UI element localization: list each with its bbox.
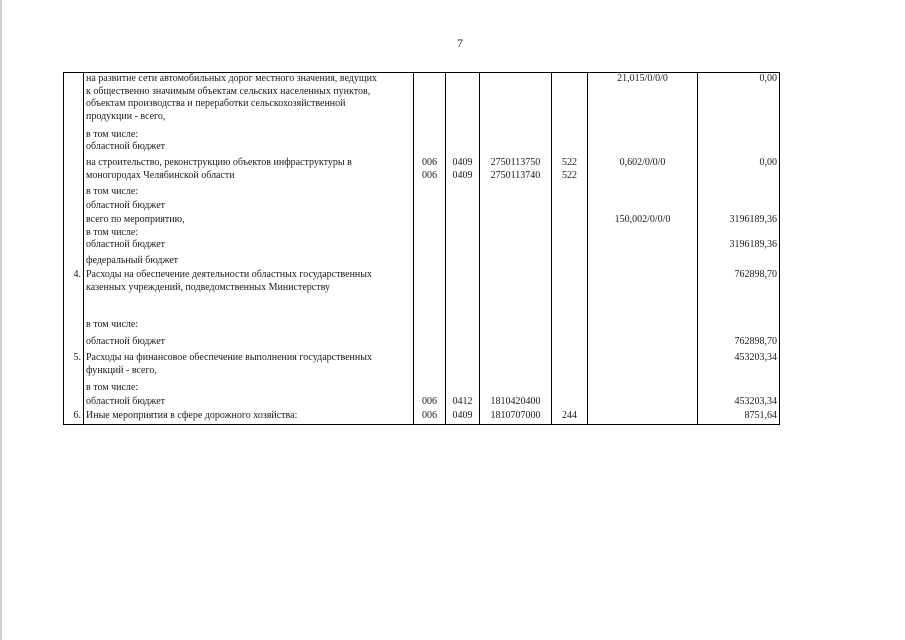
row-description-line: областной бюджет [86, 141, 166, 152]
razd-code [446, 186, 480, 200]
row-description-line: в том числе: [86, 226, 139, 238]
csr-code [480, 269, 552, 319]
row-number [64, 129, 84, 142]
razd-code [446, 382, 480, 396]
razd-code [446, 200, 480, 214]
ved-code [414, 200, 446, 214]
csr-code [480, 200, 552, 214]
table-row [64, 352, 780, 382]
row-description-line: областной бюджет [86, 336, 166, 347]
csr-code [480, 214, 552, 239]
razd-code [446, 319, 480, 336]
csr-code [480, 141, 552, 157]
row-number [64, 336, 84, 352]
table-row [64, 410, 780, 424]
ved-code [414, 141, 446, 157]
row-description-line: продукции - всего, [86, 110, 166, 122]
table-row [64, 336, 780, 352]
row-number [64, 214, 84, 239]
csr-code [480, 382, 552, 396]
sum-value [698, 336, 780, 352]
row-description [84, 396, 414, 410]
row-description [84, 269, 414, 319]
razd-code [446, 129, 480, 142]
ved-code [414, 319, 446, 336]
table-row [64, 73, 780, 129]
row-description-line: моногородах Челябинской области [86, 169, 235, 181]
vr-code [552, 73, 588, 129]
ved-code [414, 396, 446, 410]
row-number [64, 141, 84, 157]
csr-code [480, 157, 552, 186]
razd-code-value: 0409 [452, 169, 473, 181]
row-description-line: к общественно значимым объектам сельских населенных пунктов, [86, 85, 371, 97]
csr-code [480, 336, 552, 352]
razd-code [446, 410, 480, 424]
sum-value [698, 200, 780, 214]
indicator-value [588, 157, 698, 186]
vr-code [552, 214, 588, 239]
row-description-line: Расходы на обеспечение деятельности областных государственных [86, 269, 372, 280]
razd-code [446, 396, 480, 410]
indicator-value [588, 352, 698, 382]
ved-code [414, 410, 446, 424]
razd-code-value: 0409 [452, 410, 473, 421]
razd-code [446, 269, 480, 319]
ved-code [414, 73, 446, 129]
row-description [84, 352, 414, 382]
razd-code [446, 352, 480, 382]
sum-value-value: 453203,34 [734, 396, 777, 407]
sum-value [698, 410, 780, 424]
indicator-value-value: 0,602/0/0/0 [619, 157, 666, 168]
row-description-line: на строительство, реконструкцию объектов инфраструктуры в [86, 157, 352, 168]
sum-value [698, 157, 780, 186]
vr-code [552, 186, 588, 200]
ved-code [414, 255, 446, 269]
indicator-value [588, 410, 698, 424]
razd-code [446, 73, 480, 129]
vr-code [552, 157, 588, 186]
ved-code [414, 352, 446, 382]
row-number [64, 410, 84, 424]
indicator-value [588, 214, 698, 239]
vr-code-value: 522 [562, 157, 577, 168]
vr-code [552, 410, 588, 424]
page-number: 7 [457, 36, 463, 50]
ved-code [414, 269, 446, 319]
sum-value [698, 352, 780, 382]
row-number-value: 4. [73, 269, 81, 280]
csr-code-value: 1810707000 [490, 410, 541, 421]
razd-code-value: 0412 [452, 396, 473, 407]
sum-value-value: 762898,70 [734, 269, 777, 280]
sum-value [698, 255, 780, 269]
razd-code [446, 239, 480, 255]
indicator-value [588, 141, 698, 157]
ved-code [414, 186, 446, 200]
row-number [64, 269, 84, 319]
row-description-line: в том числе: [86, 186, 139, 197]
ved-code [414, 336, 446, 352]
row-description [84, 200, 414, 214]
ved-code-value: 006 [422, 396, 437, 407]
budget-table [63, 72, 780, 425]
row-description [84, 214, 414, 239]
vr-code-value: 522 [562, 169, 577, 181]
row-number [64, 255, 84, 269]
sum-value-value: 0,00 [759, 157, 777, 168]
sum-value [698, 214, 780, 239]
row-description-line: объектам производства и переработки сельскохозяйственной [86, 98, 346, 109]
ved-code-value: 006 [422, 410, 437, 421]
row-description [84, 255, 414, 269]
indicator-value [588, 382, 698, 396]
row-description-line: Иные мероприятия в сфере дорожного хозяйства: [86, 410, 298, 421]
csr-code-value: 1810420400 [490, 396, 541, 407]
indicator-value-value: 21,015/0/0/0 [617, 73, 668, 84]
sum-value [698, 239, 780, 255]
vr-code [552, 352, 588, 382]
ved-code [414, 157, 446, 186]
row-number-value: 5. [73, 352, 81, 363]
ved-code-value: 006 [422, 157, 437, 168]
sum-value [698, 382, 780, 396]
row-description-line: всего по мероприятию, [86, 214, 185, 225]
sum-value [698, 141, 780, 157]
indicator-value [588, 73, 698, 129]
row-number [64, 186, 84, 200]
table-row [64, 396, 780, 410]
vr-code [552, 382, 588, 396]
vr-code [552, 129, 588, 142]
indicator-value [588, 255, 698, 269]
table-row [64, 239, 780, 255]
row-description-line: федеральный бюджет [86, 255, 179, 266]
table-row [64, 129, 780, 142]
csr-code [480, 239, 552, 255]
sum-value [698, 396, 780, 410]
indicator-value [588, 129, 698, 142]
indicator-value [588, 269, 698, 319]
razd-code [446, 157, 480, 186]
sum-value [698, 73, 780, 129]
csr-code-value: 2750113740 [490, 169, 541, 181]
row-number [64, 352, 84, 382]
sum-value [698, 269, 780, 319]
indicator-value [588, 336, 698, 352]
row-description [84, 73, 414, 129]
row-description-line: в том числе: [86, 382, 139, 393]
row-description [84, 186, 414, 200]
csr-code [480, 410, 552, 424]
table-row [64, 214, 780, 239]
vr-code-value: 244 [562, 410, 577, 421]
row-description-line: областной бюджет [86, 200, 166, 211]
vr-code [552, 396, 588, 410]
table-row [64, 157, 780, 186]
table-row [64, 141, 780, 157]
table-row [64, 200, 780, 214]
sum-value-value: 8751,64 [744, 410, 777, 421]
table-row [64, 319, 780, 336]
sum-value-value: 3196189,36 [729, 239, 777, 250]
razd-code [446, 255, 480, 269]
row-number [64, 73, 84, 129]
row-description-line: в том числе: [86, 319, 139, 330]
csr-code-value: 2750113750 [490, 157, 541, 168]
scan-edge [0, 0, 2, 640]
sum-value-value: 453203,34 [734, 352, 777, 363]
sum-value [698, 319, 780, 336]
row-description-line: областной бюджет [86, 396, 166, 407]
row-description [84, 239, 414, 255]
vr-code [552, 255, 588, 269]
ved-code [414, 382, 446, 396]
row-number [64, 239, 84, 255]
razd-code-value: 0409 [452, 157, 473, 168]
vr-code [552, 239, 588, 255]
sum-value-value: 3196189,36 [729, 214, 777, 225]
row-description-line: казенных учреждений, подведомственных Министерству [86, 281, 330, 293]
row-number [64, 157, 84, 186]
sum-value [698, 186, 780, 200]
row-description [84, 129, 414, 142]
row-description-line: в том числе: [86, 128, 139, 140]
row-number [64, 200, 84, 214]
sum-value-value: 762898,70 [734, 336, 777, 347]
razd-code [446, 141, 480, 157]
ved-code [414, 129, 446, 142]
vr-code [552, 269, 588, 319]
indicator-value [588, 239, 698, 255]
csr-code [480, 319, 552, 336]
row-description [84, 157, 414, 186]
sum-value [698, 129, 780, 142]
row-description [84, 141, 414, 157]
csr-code [480, 73, 552, 129]
row-description-line: областной бюджет [86, 239, 166, 250]
ved-code [414, 239, 446, 255]
indicator-value [588, 186, 698, 200]
row-description-line: Расходы на финансовое обеспечение выполнения государственных [86, 352, 372, 363]
vr-code [552, 141, 588, 157]
sum-value-value: 0,00 [759, 73, 777, 84]
csr-code [480, 396, 552, 410]
table-row [64, 186, 780, 200]
indicator-value [588, 396, 698, 410]
row-number [64, 396, 84, 410]
row-description-line: функций - всего, [86, 364, 157, 376]
csr-code [480, 255, 552, 269]
csr-code [480, 129, 552, 142]
vr-code [552, 200, 588, 214]
csr-code [480, 352, 552, 382]
csr-code [480, 186, 552, 200]
vr-code [552, 336, 588, 352]
ved-code [414, 214, 446, 239]
row-description [84, 319, 414, 336]
row-description [84, 336, 414, 352]
row-number-value: 6. [73, 410, 81, 421]
table-row [64, 382, 780, 396]
indicator-value [588, 319, 698, 336]
row-description [84, 410, 414, 424]
row-description-line: на развитие сети автомобильных дорог местного значения, ведущих [86, 73, 377, 84]
ved-code-value: 006 [422, 169, 437, 181]
row-number [64, 382, 84, 396]
table-row [64, 255, 780, 269]
indicator-value-value: 150,002/0/0/0 [614, 214, 671, 225]
razd-code [446, 214, 480, 239]
vr-code [552, 319, 588, 336]
row-description [84, 382, 414, 396]
table-row [64, 269, 780, 319]
indicator-value [588, 200, 698, 214]
razd-code [446, 336, 480, 352]
row-number [64, 319, 84, 336]
